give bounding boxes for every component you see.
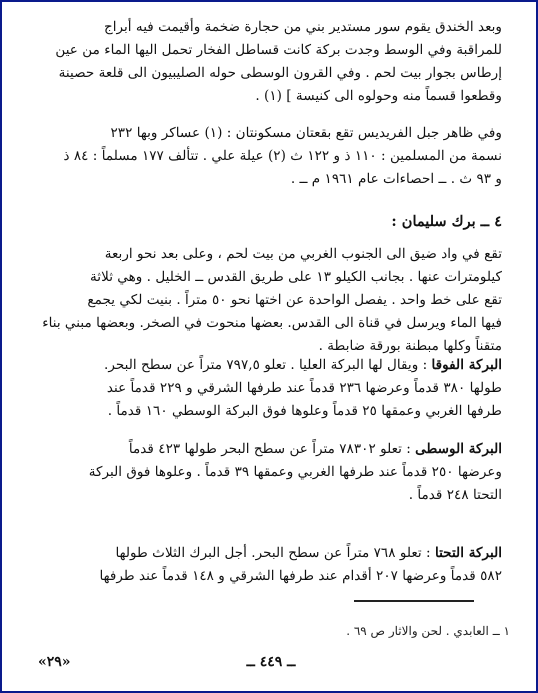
text-line: كيلومترات عنها . بجانب الكيلو ١٣ على طريق القدس ــ الخليل . وهي ثلاثة (90, 269, 502, 285)
text-line: وقطعوا قسماً منه وحولوه الى كنيسة ] (١) . (255, 88, 502, 104)
text-line: وفي ظاهر جبل الفريديس تقع بقعتان مسكونتان : (١) عساكر وبها ٢٣٢ (110, 125, 502, 141)
paragraph-solomon-pools (42, 243, 502, 358)
text-line (42, 542, 502, 565)
paragraph-population (42, 122, 502, 191)
lower-pool-first-line: : تعلو ٧٦٨ متراً عن سطح البحر. أجل البرك الثلاث طولها (115, 545, 435, 561)
footnote: ١ ــ العابدي . لحن والاثار ص ٦٩ . (346, 624, 510, 638)
text-line: ٥٨٢ قدماً وعرضها ٢٠٧ أقدام عند طرفها الشرقي و ١٤٨ قدماً عند طرفها (99, 568, 502, 584)
page-number: ــ ٤٤٩ ــ (246, 654, 296, 670)
footnote-divider (354, 600, 474, 602)
text-line: وعرضها ٢٥٠ قدماً عند طرفها الغربي وعمقها ٣٩ قدماً . وعلوها فوق البركة (88, 464, 502, 480)
text-line: طرفها الغربي وعمقها ٢٥ قدماً وعلوها فوق البركة الوسطي ١٦٠ قدماً . (107, 403, 502, 419)
text-line (42, 438, 502, 461)
text-line: إرطاس بجوار بيت لحم . وفي القرون الوسطى حوله الصليبيون الى قلعة حصينة (58, 65, 502, 81)
text-line: فيها الماء ويرسل في قناة الى القدس. بعضها منحوت في الصخر. وبعضها مبني بناء (42, 315, 502, 331)
lower-pool-label: البركة التحتا (434, 545, 502, 561)
text-line: و ٩٣ ث . ــ احصاءات عام ١٩٦١ م ــ . (290, 171, 502, 187)
upper-pool-first-line: : ويقال لها البركة العليا . تعلو ٧٩٧,٥ متراً عن سطح البحر. (104, 357, 432, 373)
paragraph-upper-pool (42, 354, 502, 423)
text-line: تقع على خط واحد . يفصل الواحدة عن اختها نحو ٥٠ متراً . بنيت لكي يجمع (87, 292, 502, 308)
text-line: وبعد الخندق يقوم سور مستدير بني من حجارة ضخمة وأقيمت فيه أبراج (103, 19, 502, 35)
middle-pool-label: البركة الوسطى (415, 441, 502, 457)
sequence-number: «٢٩» (38, 654, 71, 670)
paragraph-wall-description (42, 16, 502, 108)
upper-pool-label: البركة الفوقا (431, 357, 502, 373)
text-line (42, 354, 502, 377)
paragraph-lower-pool (42, 542, 502, 588)
text-line: طولها ٣٨٠ قدماً وعرضها ٢٣٦ قدماً عند طرفها الشرقي و ٢٢٩ قدماً عند (106, 380, 502, 396)
text-line: تقع في واد ضيق الى الجنوب الغربي من بيت لحم ، وعلى بعد نحو اربعة (104, 246, 502, 262)
middle-pool-first-line: : تعلو ٧٨٣٠٢ متراً عن سطح البحر طولها ٤٢٣ قدماً (128, 441, 416, 457)
text-line: متقناً وكلها مبطنة بورقة ضابطة . (318, 338, 502, 354)
section-heading: ٤ ــ برك سليمان : (391, 213, 502, 230)
text-line: للمراقبة وفي الوسط وجدت بركة كانت قساطل الفخار تحمل اليها الماء من عين (55, 42, 502, 58)
paragraph-middle-pool (42, 438, 502, 507)
text-line: التحتا ٢٤٨ قدماً . (408, 487, 502, 503)
text-line: نسمة من المسلمين : ١١٠ ذ و ١٢٢ ث (٢) عيلة علي . تتألف ١٧٧ مسلماً : ٨٤ ذ (63, 148, 502, 164)
